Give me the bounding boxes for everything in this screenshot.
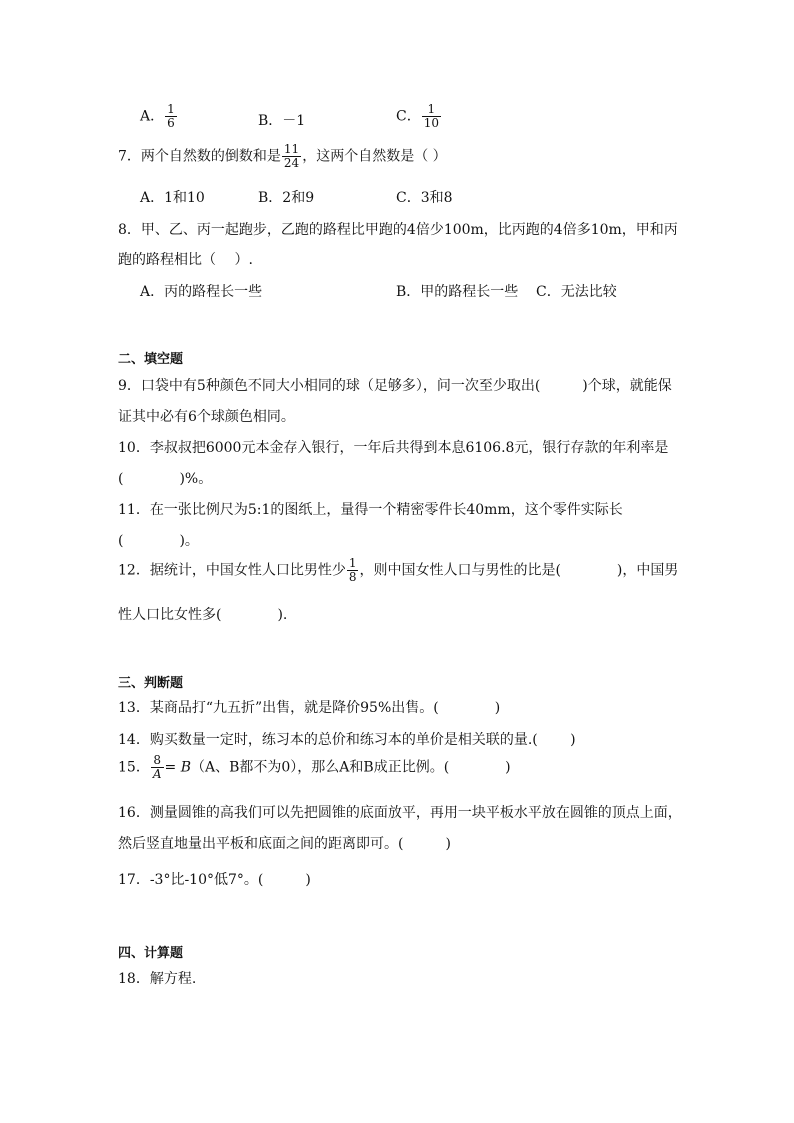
question-11-line1: 11．在一张比例尺为5:1的图纸上，量得一个精密零件长40mm，这个零件实际长 (118, 502, 623, 518)
question-10-line2: ( )%。 (118, 471, 213, 487)
q7-option-a: A．1和10 (140, 190, 205, 206)
q8-option-a: A．丙的路程长一些 (140, 284, 263, 300)
q12-fraction: $\frac{1}{8}$ (348, 556, 357, 585)
section-title-true-false: 三、判断题 (118, 676, 184, 691)
q6-option-a: A． $\frac{1}{6}$ (140, 102, 175, 131)
question-10-line1: 10．李叔叔把6000元本金存入银行，一年后共得到本息6106.8元，银行存款的年利率是 (118, 440, 669, 456)
question-9-line2: 证其中必有6个球颜色相同。 (118, 409, 295, 425)
question-8-line1: 8．甲、乙、丙一起跑步，乙跑的路程比甲跑的4倍少100m，比丙跑的4倍多10m，甲和丙 (118, 222, 678, 238)
q15-fraction: $\frac{8}{A}$ (152, 753, 162, 782)
question-15: 15． $\frac{8}{A}$ = B（A、B都不为0），那么A和B成正比例。( ) (118, 753, 511, 782)
question-17: 17．-3°比-10°低7°。( ) (118, 872, 311, 888)
q7-option-c: C．3和8 (396, 190, 453, 206)
question-18: 18．解方程. (118, 971, 197, 987)
question-9-line1: 9．口袋中有5种颜色不同大小相同的球（足够多），问一次至少取出( )个球，就能保 (118, 378, 672, 394)
question-7: 7．两个自然数的倒数和是 $\frac{11}{24}$ ，这两个自然数是（ ） (118, 142, 447, 171)
question-12-line1: 12．据统计，中国女性人口比男性少 $\frac{1}{8}$ ，则中国女性人口与男性的比是( )，中国男 (118, 556, 679, 585)
question-16-line1: 16．测量圆锥的高我们可以先把圆锥的底面放平，再用一块平板水平放在圆锥的顶点上面， (118, 805, 682, 821)
q8-option-c: C．无法比较 (536, 284, 617, 300)
question-8-line2: 跑的路程相比（ ）. (118, 252, 253, 268)
question-14: 14．购买数量一定时，练习本的总价和练习本的单价是相关联的量.( ) (118, 732, 576, 748)
section-title-calculation: 四、计算题 (118, 946, 184, 961)
q7-option-b: B．2和9 (258, 190, 315, 206)
q8-option-b: B．甲的路程长一些 (396, 284, 519, 300)
section-title-fill-blank: 二、填空题 (118, 352, 184, 367)
question-11-line2: ( )。 (118, 533, 199, 549)
question-13: 13．某商品打“九五折”出售，就是降价95%出售。( ) (118, 700, 501, 716)
q6-option-a-fraction: $\frac{1}{6}$ (167, 102, 175, 131)
q6-option-b: B．－1 (258, 113, 306, 129)
q7-fraction: $\frac{11}{24}$ (283, 142, 300, 171)
question-12-line2: 性人口比女性多( ). (118, 607, 288, 623)
q6-option-c-fraction: $\frac{1}{10}$ (423, 102, 439, 131)
question-16-line2: 然后竖直地量出平板和底面之间的距离即可。( ) (118, 836, 451, 852)
q6-option-c: C． $\frac{1}{10}$ (396, 102, 439, 131)
